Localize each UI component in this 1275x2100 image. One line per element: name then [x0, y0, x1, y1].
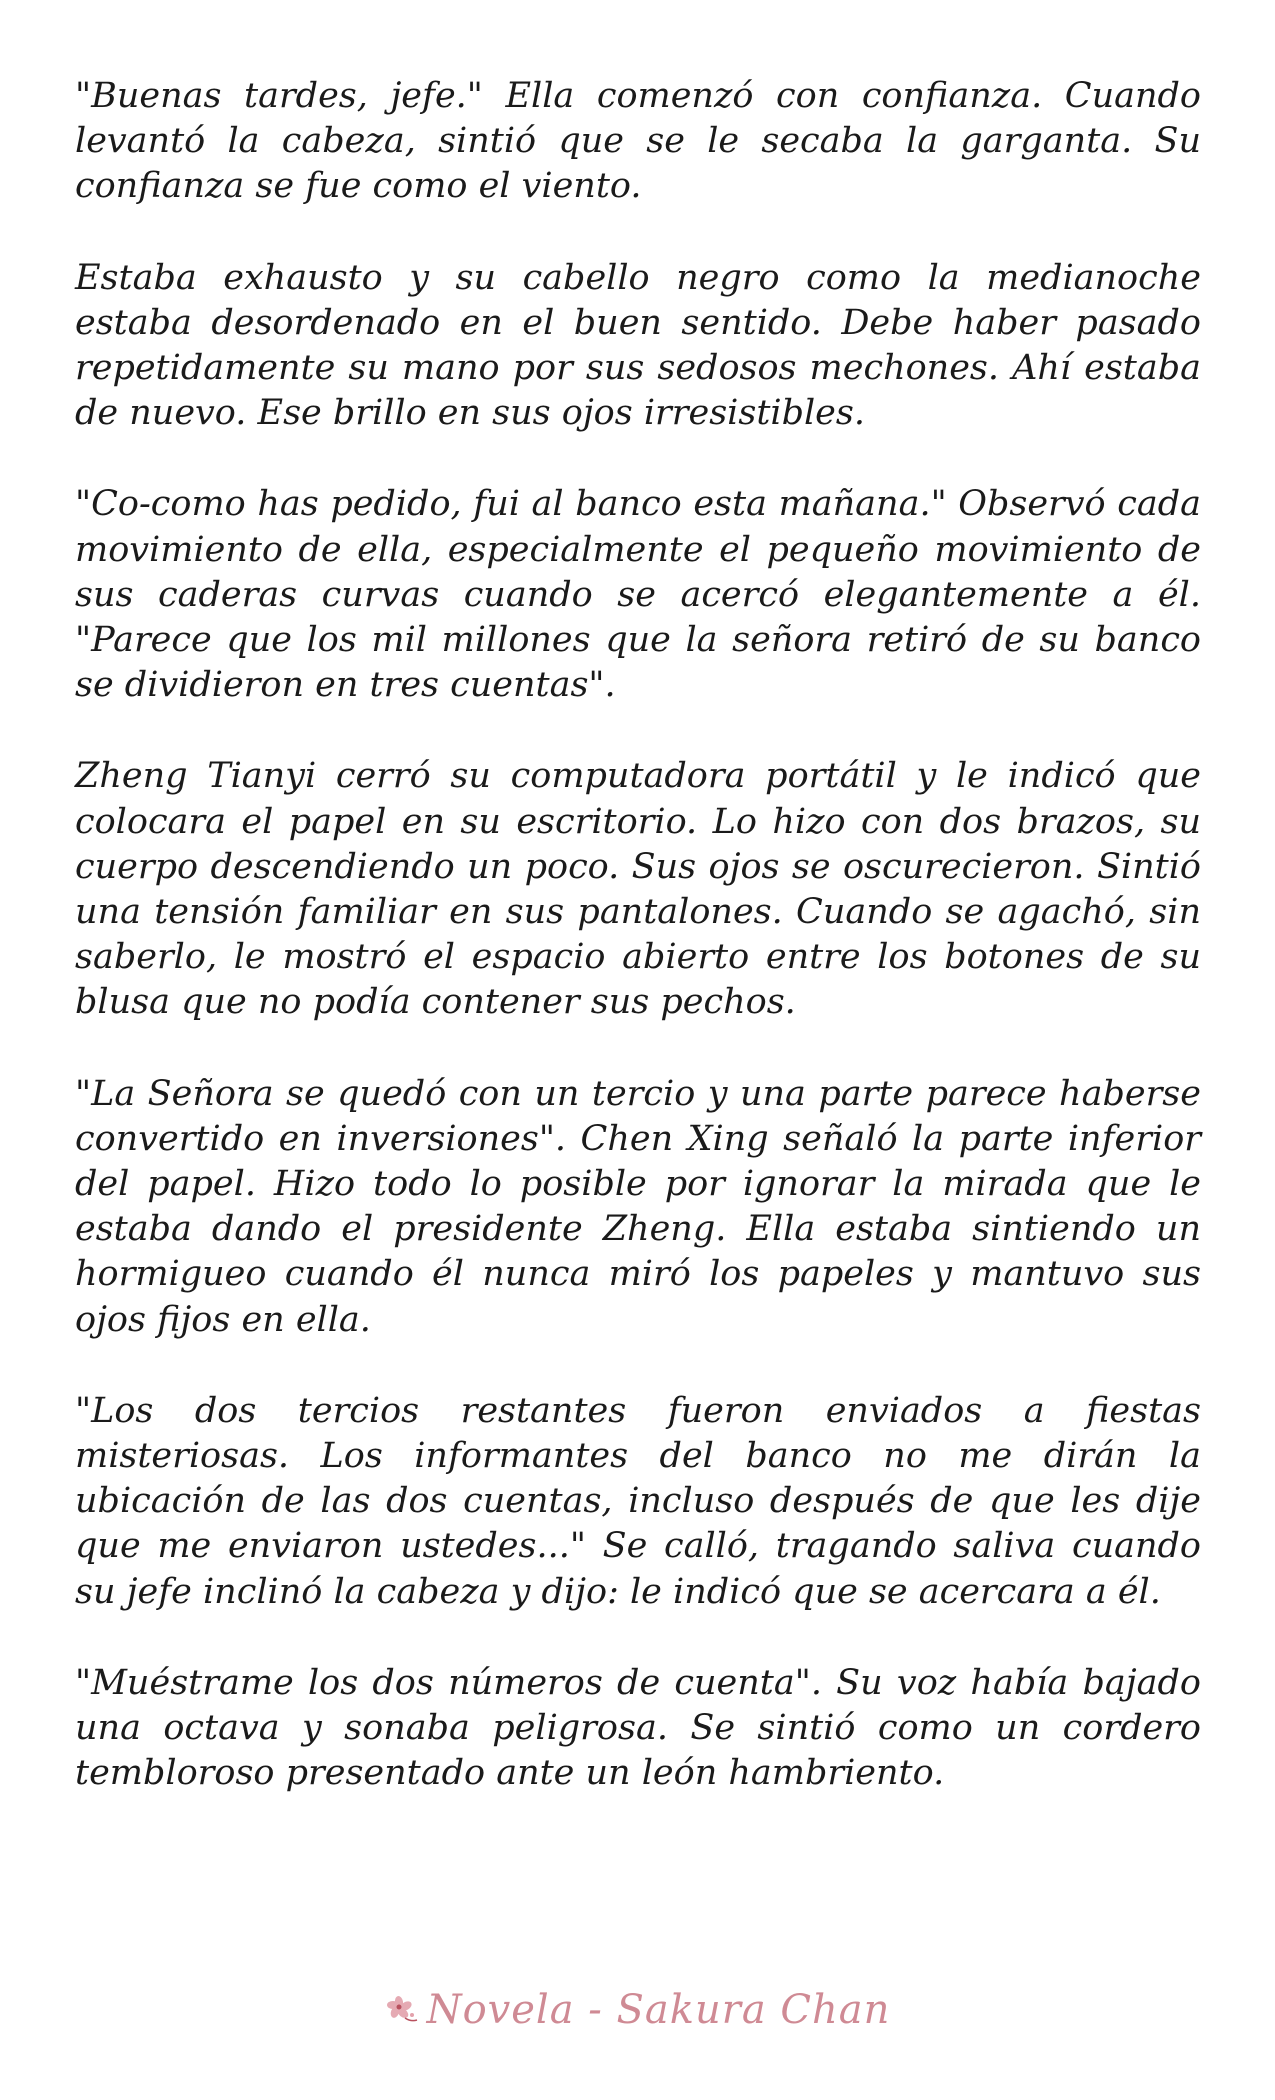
- paragraph-4: Zheng Tianyi cerró su computadora portátil y le indicó que colocara el papel en su escritorio. Lo hizo con dos brazos, su cuerpo descendiendo un poco. Sus ojos se oscurecieron. Sintió una tensión familiar en sus pantalones. Cuando se agachó, sin saberlo, le mostró el espacio abierto entre los botones de su blusa que no podía contener sus pechos.: [75, 756, 1201, 1023]
- paragraph-5: "La Señora se quedó con un tercio y una parte parece haberse convertido en inversiones". Chen Xing señaló la parte inferior del papel. Hizo todo lo posible por ignorar la mirada que le estaba dando el presidente Zheng. Ella estaba sintiendo un hormigueo cuando él nunca miró los papeles y mantuvo sus ojos fijos en ella.: [75, 1073, 1201, 1340]
- sakura-flower-icon: [385, 1992, 421, 2028]
- paragraph-3: "Co-como has pedido, fui al banco esta mañana." Observó cada movimiento de ella, especialmente el pequeño movimiento de sus caderas curvas cuando se acercó elegantemente a él. "Parece que los mil millones que la señora retiró de su banco se dividieron en tres cuentas".: [75, 484, 1201, 706]
- paragraph-7: "Muéstrame los dos números de cuenta". Su voz había bajado una octava y sonaba peligrosa. Se sintió como un cordero tembloroso presentado ante un león hambriento.: [75, 1662, 1201, 1794]
- watermark: [0, 1980, 1275, 2040]
- paragraph-2: Estaba exhausto y su cabello negro como la medianoche estaba desordenado en el buen sentido. Debe haber pasado repetidamente su mano por sus sedosos mechones. Ahí estaba de nuevo. Ese brillo en sus ojos irresistibles.: [75, 257, 1201, 434]
- paragraph-6: "Los dos tercios restantes fueron enviados a fiestas misteriosas. Los informantes del banco no me dirán la ubicación de las dos cuentas, incluso después de que les dije que me enviaron ustedes..." Se calló, tragando saliva cuando su jefe inclinó la cabeza y dijo: le indicó que se acercara a él.: [75, 1390, 1201, 1612]
- story-text: [75, 74, 1201, 1843]
- watermark-text: Novela - Sakura Chan: [426, 1987, 891, 2033]
- paragraph-1: "Buenas tardes, jefe." Ella comenzó con confianza. Cuando levantó la cabeza, sintió que se le secaba la garganta. Su confianza se fue como el viento.: [75, 76, 1201, 207]
